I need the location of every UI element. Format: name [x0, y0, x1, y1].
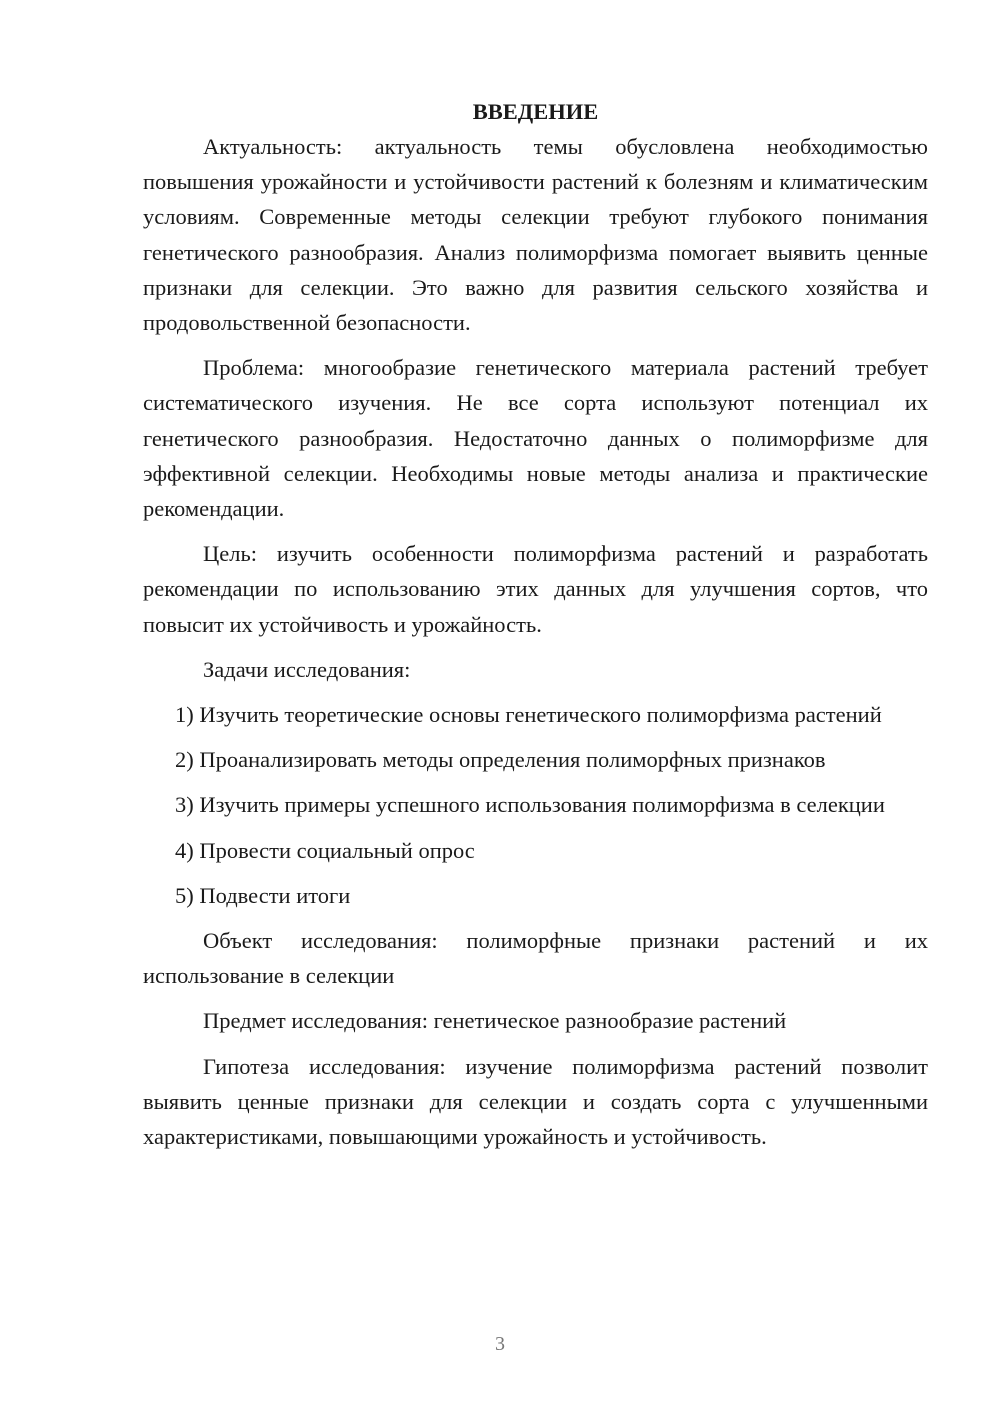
tasks-heading: Задачи исследования: — [203, 656, 411, 682]
task-item: 3) Изучить примеры успешного использования полиморфизма в селекции — [175, 792, 885, 818]
relevance-paragraph: Актуальность: актуальность темы обусловлена необходимостью повышения урожайности и устойчивости растений к болезням и климатическим условиям. Современные методы селекции требуют глубокого понимания генетического разнообразия. Анализ полиморфизма помогает выявить ценные признаки для селекции. Это важно для развития сельского хозяйства и продовольственной безопасности. — [143, 134, 928, 336]
task-item: 5) Подвести итоги — [175, 882, 351, 908]
object-paragraph: Объект исследования: полиморфные признаки растений и их использование в селекции — [143, 928, 928, 989]
goal-paragraph: Цель: изучить особенности полиморфизма растений и разработать рекомендации по использованию этих данных для улучшения сортов, что повысит их устойчивость и урожайность. — [143, 541, 928, 637]
document-page — [143, 94, 928, 1164]
problem-paragraph: Проблема: многообразие генетического материала растений требует систематического изучения. Не все сорта используют потенциал их генетического разнообразия. Недостаточно данных о полиморфизме для эффективной селекции. Необходимы новые методы анализа и практические рекомендации. — [143, 355, 928, 522]
subject-paragraph: Предмет исследования: генетическое разнообразие растений — [203, 1008, 787, 1034]
task-item: 1) Изучить теоретические основы генетического полиморфизма растений — [175, 702, 882, 728]
task-item: 2) Проанализировать методы определения полиморфных признаков — [175, 747, 826, 773]
page-number: 3 — [495, 1333, 505, 1355]
page-title: ВВЕДЕНИЕ — [472, 99, 599, 124]
task-item: 4) Провести социальный опрос — [175, 837, 475, 863]
hypothesis-paragraph: Гипотеза исследования: изучение полиморфизма растений позволит выявить ценные признаки для селекции и создать сорта с улучшенными характеристиками, повышающими урожайность и устойчивость. — [143, 1053, 928, 1150]
